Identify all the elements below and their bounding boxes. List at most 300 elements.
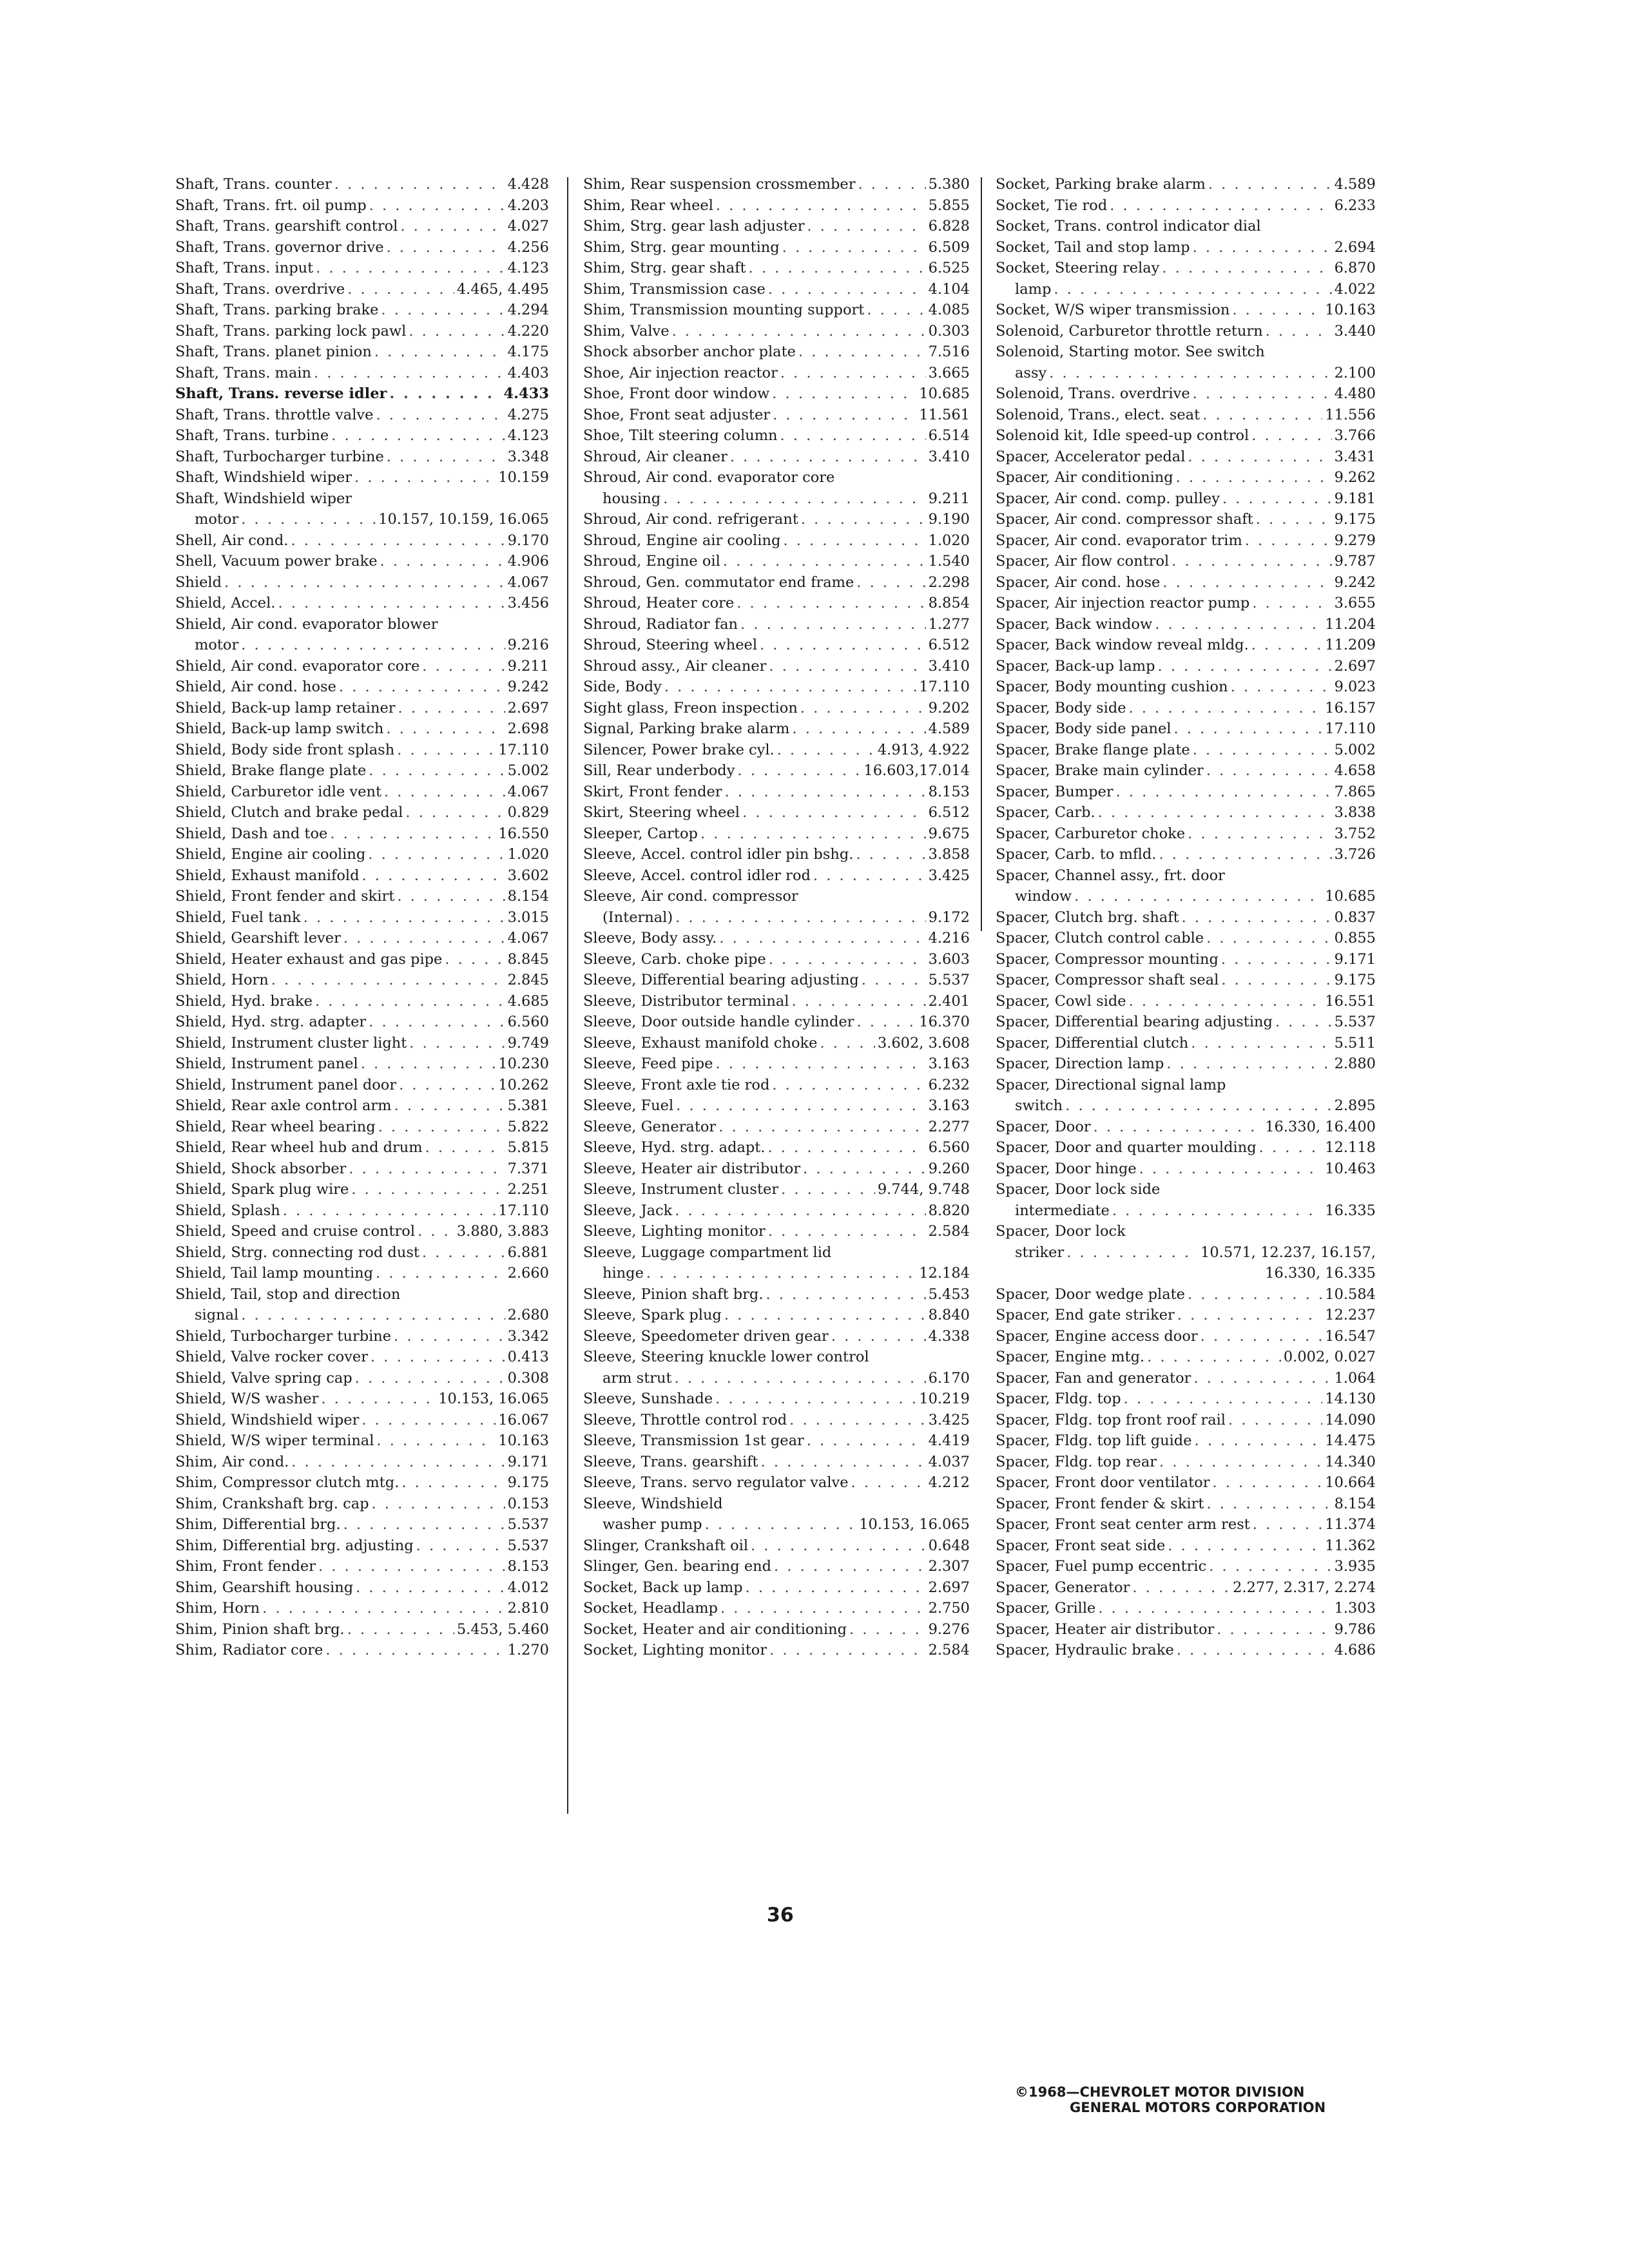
leader-dots xyxy=(719,928,925,949)
leader-dots xyxy=(1054,279,1331,300)
entry-reference: 8.854 xyxy=(928,595,970,611)
leader-dots xyxy=(772,383,916,405)
entry-reference: 14.130 xyxy=(1325,1390,1376,1407)
index-entry xyxy=(996,363,1376,384)
entry-reference: 9.190 xyxy=(928,511,970,528)
entry-name: Shield, Back-up lamp switch xyxy=(175,720,384,737)
leader-dots xyxy=(646,1263,916,1284)
entry-reference: 6.881 xyxy=(507,1244,549,1261)
entry-name: Shield, Accel. xyxy=(175,595,276,611)
leader-dots xyxy=(398,698,505,719)
leader-dots xyxy=(723,551,926,572)
leader-dots xyxy=(343,928,505,949)
leader-dots xyxy=(715,1053,925,1075)
entry-name: Shaft, Trans. counter xyxy=(175,176,332,193)
entry-reference: 6.560 xyxy=(928,1139,970,1156)
entry-reference: 3.425 xyxy=(928,867,970,884)
leader-dots xyxy=(1129,991,1323,1012)
entry-name: Shield, Instrument cluster light xyxy=(175,1034,407,1052)
index-entry xyxy=(175,614,549,635)
entry-reference: 5.511 xyxy=(1334,1034,1376,1052)
entry-reference: 3.456 xyxy=(507,595,549,611)
index-entry xyxy=(996,635,1376,656)
index-entry xyxy=(996,447,1376,468)
index-entry xyxy=(583,1535,970,1557)
column-divider-1 xyxy=(567,177,568,1814)
entry-reference: 3.880, 3.883 xyxy=(456,1223,549,1240)
index-entry xyxy=(583,174,970,195)
index-entry xyxy=(175,405,549,426)
entry-name: Shaft, Windshield wiper xyxy=(175,469,352,486)
index-entry xyxy=(175,677,549,698)
entry-name: Shield, Air cond. hose xyxy=(175,678,336,695)
index-entry xyxy=(996,718,1376,740)
entry-reference: 6.512 xyxy=(928,637,970,653)
entry-name: Sleeve, Throttle control rod xyxy=(583,1411,787,1428)
leader-dots xyxy=(380,551,505,572)
entry-name: Shaft, Trans. planet pinion xyxy=(175,343,372,360)
leader-dots xyxy=(397,740,496,761)
entry-reference: 4.480 xyxy=(1334,385,1376,402)
index-entry xyxy=(996,1494,1376,1515)
entry-reference: 9.171 xyxy=(507,1453,549,1470)
entry-reference: 3.935 xyxy=(1334,1558,1376,1575)
leader-dots xyxy=(672,321,926,342)
leader-dots xyxy=(856,1012,916,1033)
index-entry xyxy=(175,1347,549,1368)
index-entry xyxy=(996,1619,1376,1640)
entry-reference: 0.002, 0.027 xyxy=(1283,1349,1376,1365)
index-entry xyxy=(583,551,970,572)
index-entry xyxy=(583,1472,970,1494)
entry-name: Sleeve, Sunshade xyxy=(583,1390,713,1407)
entry-name: Shield, W/S washer xyxy=(175,1390,319,1407)
index-entry xyxy=(583,1075,970,1096)
index-entry xyxy=(996,1514,1376,1535)
entry-name: Sleeve, Windshield xyxy=(583,1495,723,1512)
entry-reference: 4.906 xyxy=(507,553,549,570)
leader-dots xyxy=(386,718,505,740)
entry-reference: 10.664 xyxy=(1325,1474,1376,1491)
entry-reference: 4.027 xyxy=(507,218,549,235)
leader-dots xyxy=(798,341,926,363)
leader-dots xyxy=(354,467,496,488)
entry-name: lamp xyxy=(1015,280,1052,298)
entry-name: Shroud, Air cleaner xyxy=(583,448,728,465)
index-entry xyxy=(175,363,549,384)
leader-dots xyxy=(1168,1535,1322,1557)
entry-name: Shield, Air cond. evaporator blower xyxy=(175,615,438,633)
entry-name: Sleeper, Cartop xyxy=(583,825,698,842)
entry-name: Spacer, Brake main cylinder xyxy=(996,762,1204,779)
entry-name: Spacer, Fan and generator xyxy=(996,1369,1191,1387)
entry-name: Shield, Engine air cooling xyxy=(175,846,366,863)
index-entry xyxy=(996,1577,1376,1599)
leader-dots xyxy=(1065,1095,1331,1117)
entry-name: Spacer, Differential bearing adjusting xyxy=(996,1014,1273,1030)
index-entry xyxy=(996,341,1376,363)
entry-name: Shell, Air cond. xyxy=(175,532,289,549)
leader-dots xyxy=(803,1158,925,1180)
entry-name: Shim, Transmission case xyxy=(583,280,766,298)
index-entry xyxy=(996,1263,1376,1284)
leader-dots xyxy=(1221,949,1332,970)
entry-name: Spacer, Accelerator pedal xyxy=(996,448,1186,465)
leader-dots xyxy=(1202,405,1322,426)
entry-reference: 2.750 xyxy=(928,1600,970,1617)
leader-dots xyxy=(773,405,916,426)
entry-name: Spacer, Air cond. hose xyxy=(996,573,1161,591)
entry-name: Sleeve, Luggage compartment lid xyxy=(583,1244,832,1261)
entry-reference: 9.023 xyxy=(1334,678,1376,695)
entry-reference: 2.697 xyxy=(928,1579,970,1596)
entry-reference: 4.067 xyxy=(507,783,549,800)
index-entry xyxy=(175,572,549,593)
leader-dots xyxy=(1195,1430,1323,1452)
index-entry xyxy=(583,1095,970,1117)
leader-dots xyxy=(1158,656,1332,677)
entry-reference: 2.251 xyxy=(507,1181,549,1198)
leader-dots xyxy=(1193,237,1332,258)
entry-name: Spacer, Fldg. top xyxy=(996,1390,1121,1407)
entry-reference: 3.602 xyxy=(507,867,549,884)
index-entry xyxy=(583,1221,970,1242)
leader-dots xyxy=(867,300,925,321)
leader-dots xyxy=(774,1556,926,1577)
leader-dots xyxy=(737,760,861,782)
index-entry xyxy=(175,509,549,530)
entry-reference: 11.561 xyxy=(919,406,970,423)
entry-reference: 3.766 xyxy=(1334,427,1376,444)
entry-name: Sleeve, Feed pipe xyxy=(583,1055,713,1072)
leader-dots xyxy=(675,1368,926,1389)
index-entry xyxy=(583,1117,970,1138)
index-entry xyxy=(996,1326,1376,1347)
leader-dots xyxy=(343,1514,505,1535)
entry-reference: 1.064 xyxy=(1334,1369,1376,1387)
entry-name: Spacer, Engine mtg. xyxy=(996,1349,1145,1365)
entry-name: Sleeve, Distributor terminal xyxy=(583,992,789,1010)
entry-reference: 7.371 xyxy=(507,1160,549,1177)
entry-name: arm strut xyxy=(602,1369,672,1387)
entry-name: Socket, Steering relay xyxy=(996,260,1160,276)
entry-name: Sill, Rear underbody xyxy=(583,762,735,779)
entry-reference: 3.425 xyxy=(928,1411,970,1428)
leader-dots xyxy=(372,1494,505,1515)
leader-dots xyxy=(1217,1619,1331,1640)
leader-dots xyxy=(387,237,505,258)
entry-reference: 10.584 xyxy=(1325,1285,1376,1303)
entry-name: Spacer, Back-up lamp xyxy=(996,657,1155,675)
leader-dots xyxy=(760,635,926,656)
leader-dots xyxy=(772,1075,925,1096)
leader-dots xyxy=(376,1430,496,1452)
leader-dots xyxy=(782,237,926,258)
entry-name: Signal, Parking brake alarm xyxy=(583,720,790,737)
leader-dots xyxy=(1193,383,1332,405)
entry-name: motor xyxy=(195,637,239,653)
entry-name: Slinger, Gen. bearing end xyxy=(583,1558,772,1575)
leader-dots xyxy=(1094,1117,1263,1138)
entry-reference: 4.104 xyxy=(928,280,970,298)
entry-reference: 6.828 xyxy=(928,218,970,235)
page-number: 36 xyxy=(767,1904,794,1927)
index-entry xyxy=(996,237,1376,258)
index-entry xyxy=(996,1305,1376,1326)
leader-dots xyxy=(376,405,505,426)
entry-name: Shaft, Trans. input xyxy=(175,260,314,276)
entry-reference: 3.342 xyxy=(507,1327,549,1345)
leader-dots xyxy=(1209,1556,1331,1577)
index-entry xyxy=(583,1452,970,1473)
leader-dots xyxy=(1206,1494,1331,1515)
entry-reference: 2.277, 2.317, 2.274 xyxy=(1233,1579,1376,1596)
index-entry xyxy=(175,1117,549,1138)
entry-reference: 16.603,17.014 xyxy=(863,762,970,779)
index-entry xyxy=(583,1640,970,1661)
entry-reference: 10.163 xyxy=(498,1432,549,1449)
leader-dots xyxy=(399,1075,496,1096)
leader-dots xyxy=(1222,488,1332,510)
leader-dots xyxy=(791,991,925,1012)
index-entry xyxy=(175,258,549,279)
leader-dots xyxy=(241,509,376,530)
entry-reference: 4.085 xyxy=(928,302,970,318)
entry-reference: 3.858 xyxy=(928,846,970,863)
entry-name: Sleeve, Steering knuckle lower control xyxy=(583,1349,869,1365)
leader-dots xyxy=(409,321,505,342)
leader-dots xyxy=(334,174,505,195)
leader-dots xyxy=(751,1535,926,1557)
leader-dots xyxy=(1129,698,1323,719)
leader-dots xyxy=(321,1389,436,1410)
leader-dots xyxy=(1074,886,1322,907)
entry-reference: 4.123 xyxy=(507,260,549,276)
entry-reference: 4.212 xyxy=(928,1474,970,1491)
index-entry xyxy=(175,782,549,803)
index-entry xyxy=(996,1075,1376,1096)
entry-reference: 3.163 xyxy=(928,1097,970,1114)
entry-name: Spacer, Front door ventilator xyxy=(996,1474,1210,1491)
index-entry xyxy=(175,237,549,258)
leader-dots xyxy=(278,593,505,614)
entry-name: Shield, Exhaust manifold xyxy=(175,867,360,884)
leader-dots xyxy=(781,1179,875,1200)
entry-reference: 4.203 xyxy=(507,197,549,214)
entry-reference: 4.275 xyxy=(507,406,549,423)
index-entry xyxy=(175,530,549,552)
entry-reference: 4.123 xyxy=(507,427,549,444)
entry-name: Spacer, Front fender & skirt xyxy=(996,1495,1204,1512)
leader-dots xyxy=(1177,1640,1332,1661)
entry-reference: 10.463 xyxy=(1325,1160,1376,1177)
entry-reference: 10.262 xyxy=(498,1076,549,1093)
entry-name: Shim, Valve xyxy=(583,322,670,340)
index-entry xyxy=(583,1033,970,1054)
index-entry xyxy=(996,1053,1376,1075)
entry-reference: 6.870 xyxy=(1334,260,1376,276)
leader-dots xyxy=(314,363,505,384)
leader-dots xyxy=(769,949,926,970)
leader-dots xyxy=(1200,1326,1323,1347)
leader-dots xyxy=(445,949,505,970)
index-entry xyxy=(175,425,549,447)
index-entry xyxy=(583,530,970,552)
index-entry xyxy=(175,1430,549,1452)
leader-dots xyxy=(858,174,926,195)
leader-dots xyxy=(1212,1472,1322,1494)
entry-name: Solenoid, Starting motor. See switch xyxy=(996,343,1265,360)
index-entry xyxy=(583,1137,970,1158)
entry-name: hinge xyxy=(602,1265,644,1282)
entry-reference: 17.110 xyxy=(919,678,970,695)
leader-dots xyxy=(361,865,505,887)
entry-reference: 5.381 xyxy=(507,1097,549,1114)
leader-dots xyxy=(1256,509,1332,530)
leader-dots xyxy=(766,1284,925,1305)
index-entry xyxy=(996,279,1376,300)
entry-name: Shield, Fuel tank xyxy=(175,908,301,926)
entry-name: Shim, Rear suspension crossmember xyxy=(583,176,856,193)
index-entry xyxy=(996,530,1376,552)
entry-name: Sleeve, Body assy. xyxy=(583,930,717,947)
index-entry xyxy=(175,1535,549,1557)
leader-dots xyxy=(1147,1347,1281,1368)
entry-name: Socket, Trans. control indicator dial xyxy=(996,218,1261,235)
leader-dots xyxy=(1174,718,1323,740)
leader-dots xyxy=(813,865,926,887)
leader-dots xyxy=(792,718,925,740)
index-entry xyxy=(996,1200,1376,1222)
entry-name: Spacer, Clutch brg. shaft xyxy=(996,908,1179,926)
entry-reference: 4.465, 4.495 xyxy=(456,280,549,298)
entry-reference: 2.697 xyxy=(1334,657,1376,675)
entry-name: signal xyxy=(195,1307,239,1323)
entry-reference: 16.330, 16.400 xyxy=(1265,1118,1376,1135)
entry-name: Shim, Rear wheel xyxy=(583,197,713,214)
entry-reference: 3.838 xyxy=(1334,804,1376,821)
leader-dots xyxy=(1162,572,1331,593)
index-entry xyxy=(583,341,970,363)
entry-reference: 5.537 xyxy=(507,1516,549,1533)
entry-name: Spacer, Air cond. evaporator trim xyxy=(996,532,1242,549)
index-entry xyxy=(175,823,549,845)
index-entry xyxy=(583,300,970,321)
entry-name: Shield, Spark plug wire xyxy=(175,1181,349,1198)
entry-reference: 8.153 xyxy=(928,783,970,800)
entry-reference: 9.279 xyxy=(1334,532,1376,549)
entry-name: Shaft, Trans. parking brake xyxy=(175,302,379,318)
entry-name: Solenoid kit, Idle speed-up control xyxy=(996,427,1249,444)
entry-reference: 4.067 xyxy=(507,930,549,947)
entry-reference: 4.589 xyxy=(928,720,970,737)
index-entry xyxy=(175,1598,549,1619)
leader-dots xyxy=(1252,593,1331,614)
entry-reference: 5.537 xyxy=(1334,1014,1376,1030)
entry-reference: 11.204 xyxy=(1325,615,1376,633)
leader-dots xyxy=(1159,1452,1322,1473)
entry-name: Socket, Parking brake alarm xyxy=(996,176,1206,193)
index-entry xyxy=(583,1326,970,1347)
entry-name: Shroud, Radiator fan xyxy=(583,615,738,633)
index-entry xyxy=(583,928,970,949)
leader-dots xyxy=(384,782,505,803)
entry-name: Shim, Strg. gear lash adjuster xyxy=(583,218,805,235)
entry-name: Spacer, Door and quarter moulding xyxy=(996,1139,1257,1156)
entry-reference: 7.865 xyxy=(1334,783,1376,800)
index-entry xyxy=(996,1347,1376,1368)
index-entry xyxy=(583,991,970,1012)
index-entry xyxy=(175,1514,549,1535)
leader-dots xyxy=(1124,1389,1323,1410)
entry-reference: 3.348 xyxy=(507,448,549,465)
index-entry xyxy=(583,1389,970,1410)
entry-reference: 9.202 xyxy=(928,699,970,716)
entry-name: Shim, Strg. gear shaft xyxy=(583,260,746,276)
entry-reference: 7.516 xyxy=(928,343,970,360)
entry-name: Spacer, Door xyxy=(996,1118,1091,1135)
entry-reference: 3.431 xyxy=(1334,448,1376,465)
index-entry xyxy=(175,1640,549,1661)
index-entry xyxy=(583,321,970,342)
index-entry xyxy=(583,1410,970,1431)
entry-name: Shield, Windshield wiper xyxy=(175,1411,360,1428)
leader-dots xyxy=(749,258,926,279)
entry-reference: 9.262 xyxy=(1334,469,1376,486)
entry-name: Shroud, Engine air cooling xyxy=(583,532,781,549)
entry-name: Slinger, Crankshaft oil xyxy=(583,1537,749,1554)
leader-dots xyxy=(675,1200,925,1222)
leader-dots xyxy=(394,1095,505,1117)
leader-dots xyxy=(315,991,505,1012)
entry-name: Spacer, Differential clutch xyxy=(996,1034,1189,1052)
entry-name: Sleeve, Accel. control idler pin bshg. xyxy=(583,846,854,863)
entry-name: Shim, Compressor clutch mtg. xyxy=(175,1474,400,1491)
entry-name: Spacer, Hydraulic brake xyxy=(996,1642,1174,1658)
index-entry xyxy=(996,1158,1376,1180)
entry-name: Shroud, Engine oil xyxy=(583,553,720,570)
entry-name: Shim, Front fender xyxy=(175,1558,316,1575)
leader-dots xyxy=(1188,447,1331,468)
leader-dots xyxy=(780,363,926,384)
entry-reference: 10.153, 16.065 xyxy=(438,1390,549,1407)
entry-name: Shoe, Air injection reactor xyxy=(583,364,778,381)
index-entry xyxy=(175,1053,549,1075)
entry-name: Shield, Rear axle control arm xyxy=(175,1097,392,1114)
entry-name: Spacer, Fldg. top rear xyxy=(996,1453,1157,1470)
index-entry xyxy=(175,551,549,572)
entry-name: Shaft, Trans. reverse idler xyxy=(175,385,387,402)
entry-name: intermediate xyxy=(1015,1202,1110,1219)
entry-reference: 4.403 xyxy=(507,364,549,381)
leader-dots xyxy=(241,635,505,656)
entry-reference: 10.163 xyxy=(1325,302,1376,318)
entry-reference: 1.277 xyxy=(928,615,970,633)
index-entry xyxy=(996,1598,1376,1619)
leader-dots xyxy=(347,279,454,300)
entry-reference: 1.303 xyxy=(1334,1600,1376,1617)
entry-name: Shield, Brake flange plate xyxy=(175,762,367,779)
entry-reference: 3.163 xyxy=(928,1055,970,1072)
entry-name: Shield, Turbocharger turbine xyxy=(175,1327,392,1345)
index-entry xyxy=(583,740,970,761)
entry-reference: 9.211 xyxy=(507,657,549,675)
entry-name: Shaft, Windshield wiper xyxy=(175,490,352,507)
index-entry xyxy=(996,698,1376,719)
entry-name: Shaft, Trans. governor drive xyxy=(175,238,384,256)
entry-reference: 4.419 xyxy=(928,1432,970,1449)
entry-reference: 11.556 xyxy=(1325,406,1376,423)
